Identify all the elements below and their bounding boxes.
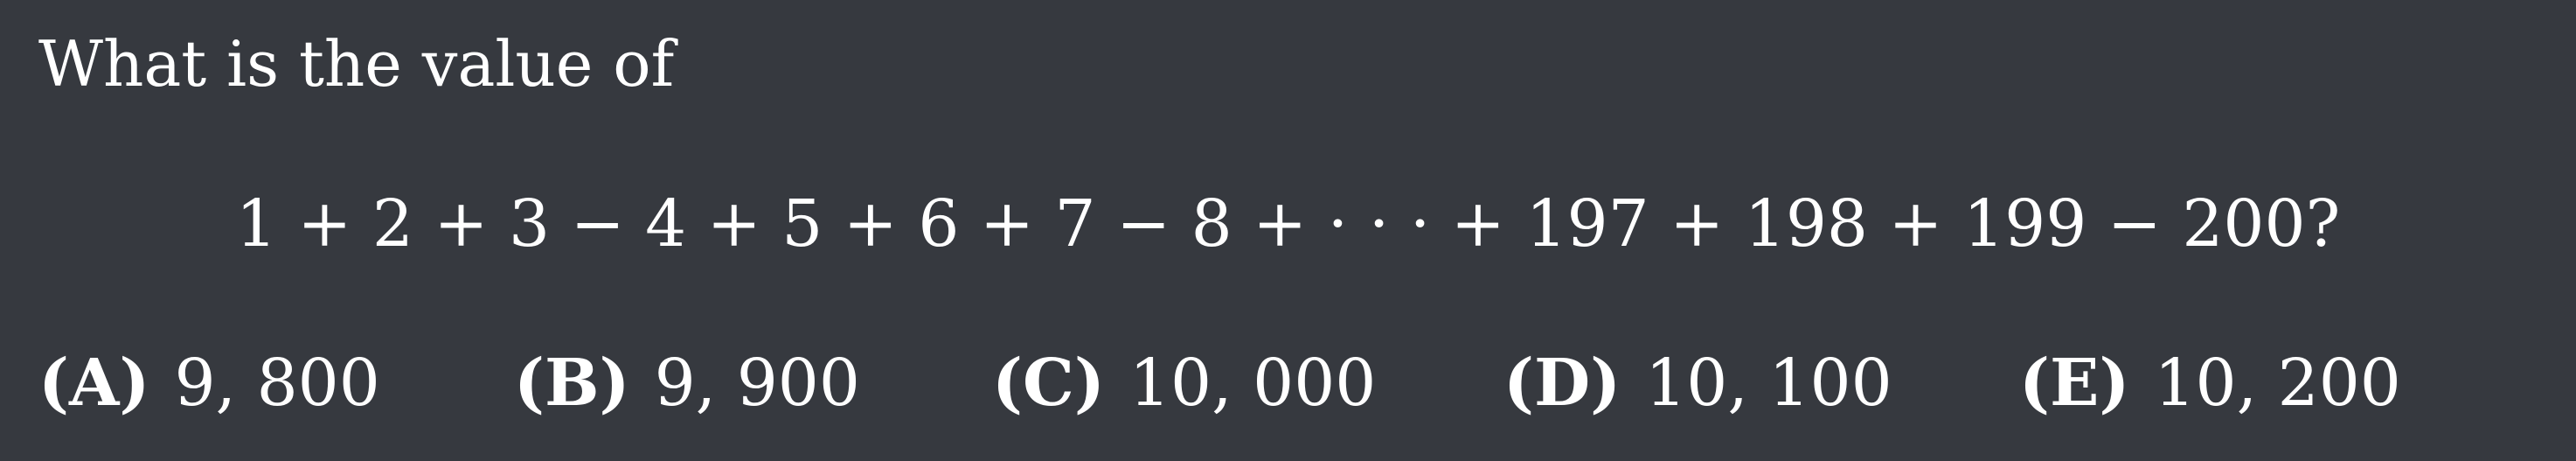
choice-value: 10, 000 xyxy=(1128,346,1377,421)
choice-letter: (E) xyxy=(2019,346,2130,421)
choice-letter: (A) xyxy=(38,346,150,421)
choice-value: 10, 200 xyxy=(2154,346,2401,421)
choice-letter: (C) xyxy=(992,346,1105,421)
choice-letter: (B) xyxy=(514,346,630,421)
choice-b xyxy=(514,341,860,425)
math-expression: 1 + 2 + 3 − 4 + 5 + 6 + 7 − 8 + · · · + 197 + 198 + 199 − 200? xyxy=(235,186,2341,262)
choice-value: 9, 800 xyxy=(174,346,380,421)
choice-e xyxy=(2019,341,2401,425)
choice-letter: (D) xyxy=(1503,346,1621,421)
question-prompt: What is the value of xyxy=(38,27,675,101)
choice-c xyxy=(992,341,1376,425)
choice-a xyxy=(38,341,380,425)
answer-choices xyxy=(0,341,2576,429)
choice-value: 10, 100 xyxy=(1645,346,1892,421)
choice-value: 9, 900 xyxy=(654,346,860,421)
choice-d xyxy=(1503,341,1892,425)
